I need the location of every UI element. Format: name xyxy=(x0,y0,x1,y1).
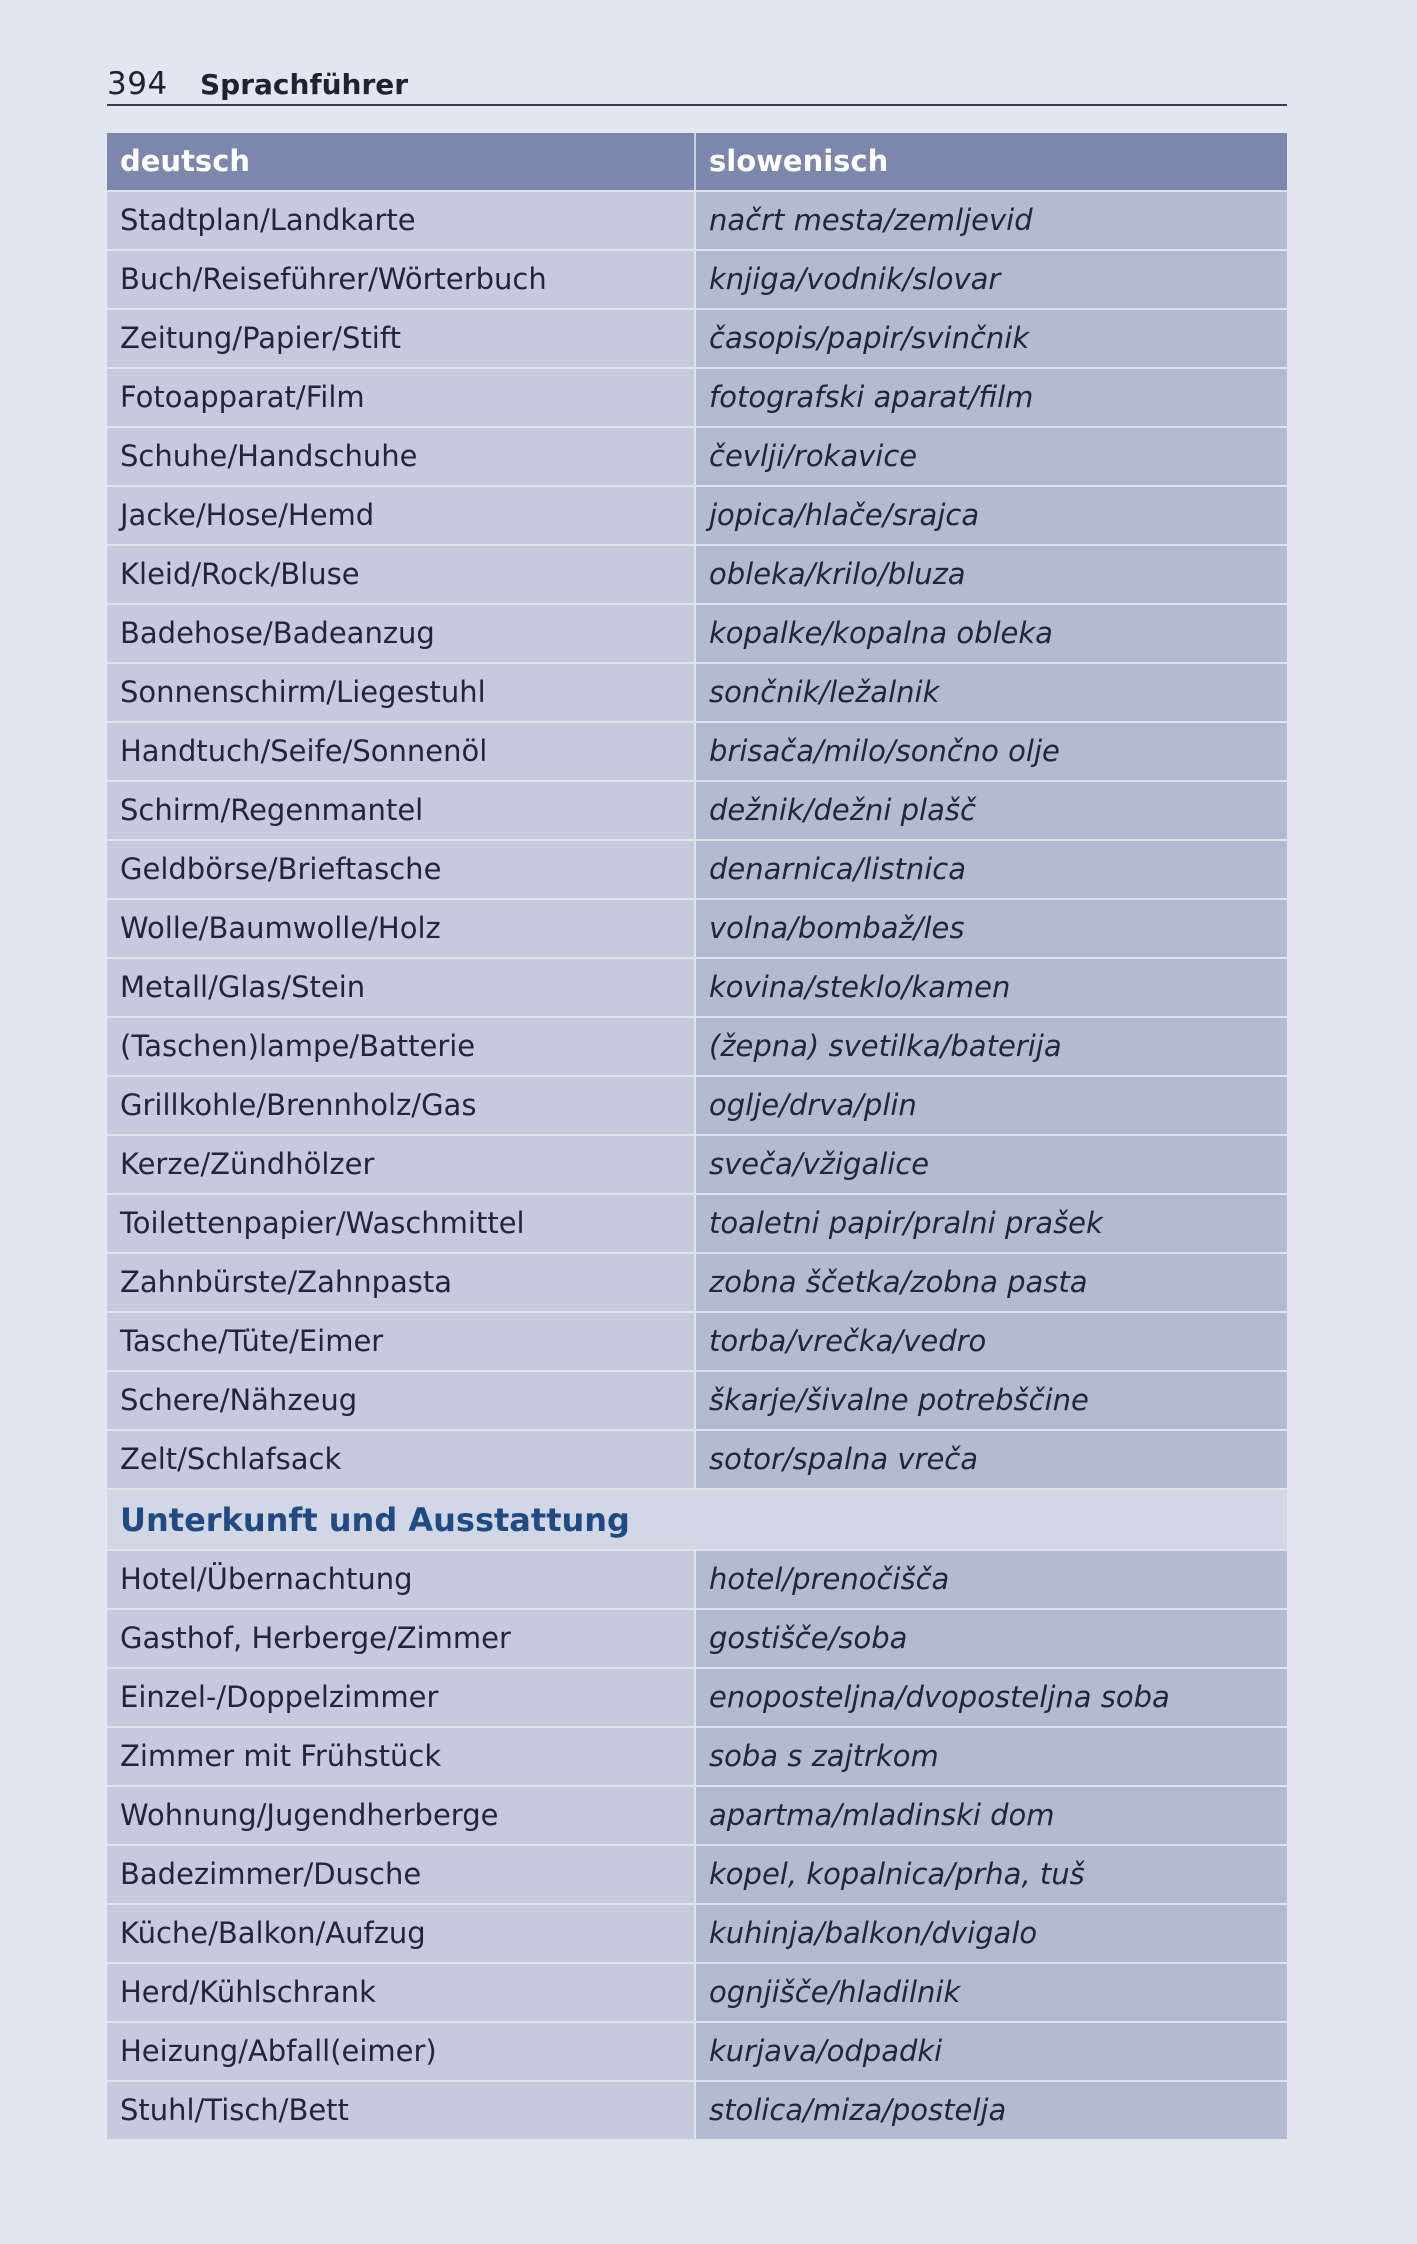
slovenian-term: škarje/šivalne potrebščine xyxy=(696,1372,1287,1429)
slovenian-term: jopica/hlače/srajca xyxy=(696,487,1287,544)
table-row xyxy=(107,310,1287,369)
table-row xyxy=(107,1964,1287,2023)
page-header xyxy=(107,62,1287,106)
german-term: Badehose/Badeanzug xyxy=(107,605,696,662)
table-row xyxy=(107,546,1287,605)
german-term: Gasthof, Herberge/Zimmer xyxy=(107,1610,696,1667)
german-term: Metall/Glas/Stein xyxy=(107,959,696,1016)
table-body-general xyxy=(107,192,1287,1490)
table-row xyxy=(107,1846,1287,1905)
german-term: Schuhe/Handschuhe xyxy=(107,428,696,485)
table-row xyxy=(107,1610,1287,1669)
slovenian-term: fotografski aparat/film xyxy=(696,369,1287,426)
table-row xyxy=(107,1254,1287,1313)
slovenian-term: kovina/steklo/kamen xyxy=(696,959,1287,1016)
table-row xyxy=(107,1551,1287,1610)
table-row xyxy=(107,1669,1287,1728)
slovenian-term: enoposteljna/dvoposteljna soba xyxy=(696,1669,1287,1726)
table-row xyxy=(107,1077,1287,1136)
table-row xyxy=(107,2023,1287,2082)
german-term: Sonnenschirm/Liegestuhl xyxy=(107,664,696,721)
table-row xyxy=(107,1136,1287,1195)
table-row xyxy=(107,192,1287,251)
german-term: Herd/Kühlschrank xyxy=(107,1964,696,2021)
slovenian-term: torba/vrečka/vedro xyxy=(696,1313,1287,1370)
table-row xyxy=(107,2082,1287,2141)
running-title: Sprachführer xyxy=(200,68,409,101)
slovenian-term: čevlji/rokavice xyxy=(696,428,1287,485)
german-term: Zimmer mit Frühstück xyxy=(107,1728,696,1785)
section-title: Unterkunft und Ausstattung xyxy=(120,1501,630,1539)
table-row xyxy=(107,1372,1287,1431)
german-term: Kerze/Zündhölzer xyxy=(107,1136,696,1193)
german-term: Buch/Reiseführer/Wörterbuch xyxy=(107,251,696,308)
german-term: Zahnbürste/Zahnpasta xyxy=(107,1254,696,1311)
table-row xyxy=(107,369,1287,428)
slovenian-term: stolica/miza/postelja xyxy=(696,2082,1287,2139)
german-term: Tasche/Tüte/Eimer xyxy=(107,1313,696,1370)
table-row xyxy=(107,841,1287,900)
table-header-row xyxy=(107,133,1287,192)
table-row xyxy=(107,1431,1287,1490)
table-row xyxy=(107,1195,1287,1254)
german-term: Hotel/Übernachtung xyxy=(107,1551,696,1608)
table-body-accommodation xyxy=(107,1551,1287,2141)
table-row xyxy=(107,1787,1287,1846)
table-row xyxy=(107,723,1287,782)
phrase-table xyxy=(107,133,1287,2141)
german-term: Fotoapparat/Film xyxy=(107,369,696,426)
table-row xyxy=(107,428,1287,487)
slovenian-term: sotor/spalna vreča xyxy=(696,1431,1287,1488)
slovenian-term: kopel, kopalnica/prha, tuš xyxy=(696,1846,1287,1903)
table-row xyxy=(107,1905,1287,1964)
german-term: Toilettenpapier/Waschmittel xyxy=(107,1195,696,1252)
slovenian-term: denarnica/listnica xyxy=(696,841,1287,898)
german-term: Kleid/Rock/Bluse xyxy=(107,546,696,603)
german-term: Heizung/Abfall(eimer) xyxy=(107,2023,696,2080)
german-term: Wolle/Baumwolle/Holz xyxy=(107,900,696,957)
slovenian-term: sveča/vžigalice xyxy=(696,1136,1287,1193)
table-row xyxy=(107,900,1287,959)
german-term: Küche/Balkon/Aufzug xyxy=(107,1905,696,1962)
slovenian-term: apartma/mladinski dom xyxy=(696,1787,1287,1844)
slovenian-term: ognjišče/hladilnik xyxy=(696,1964,1287,2021)
slovenian-term: brisača/milo/sončno olje xyxy=(696,723,1287,780)
table-row xyxy=(107,1728,1287,1787)
table-row xyxy=(107,251,1287,310)
slovenian-term: časopis/papir/svinčnik xyxy=(696,310,1287,367)
slovenian-term: hotel/prenočišča xyxy=(696,1551,1287,1608)
german-term: Zelt/Schlafsack xyxy=(107,1431,696,1488)
table-row xyxy=(107,959,1287,1018)
german-term: Grillkohle/Brennholz/Gas xyxy=(107,1077,696,1134)
slovenian-term: obleka/krilo/bluza xyxy=(696,546,1287,603)
slovenian-term: kopalke/kopalna obleka xyxy=(696,605,1287,662)
german-term: Stuhl/Tisch/Bett xyxy=(107,2082,696,2139)
page-number: 394 xyxy=(107,66,168,102)
table-row xyxy=(107,1313,1287,1372)
column-header-slowenisch: slowenisch xyxy=(696,133,1287,190)
section-heading-row xyxy=(107,1490,1287,1551)
german-term: Einzel-/Doppelzimmer xyxy=(107,1669,696,1726)
german-term: Jacke/Hose/Hemd xyxy=(107,487,696,544)
slovenian-term: sončnik/ležalnik xyxy=(696,664,1287,721)
german-term: Schirm/Regenmantel xyxy=(107,782,696,839)
german-term: Wohnung/Jugendherberge xyxy=(107,1787,696,1844)
table-row xyxy=(107,487,1287,546)
slovenian-term: soba s zajtrkom xyxy=(696,1728,1287,1785)
german-term: Badezimmer/Dusche xyxy=(107,1846,696,1903)
table-row xyxy=(107,664,1287,723)
slovenian-term: knjiga/vodnik/slovar xyxy=(696,251,1287,308)
slovenian-term: (žepna) svetilka/baterija xyxy=(696,1018,1287,1075)
slovenian-term: gostišče/soba xyxy=(696,1610,1287,1667)
table-row xyxy=(107,782,1287,841)
slovenian-term: volna/bombaž/les xyxy=(696,900,1287,957)
column-header-deutsch: deutsch xyxy=(107,133,696,190)
table-row xyxy=(107,605,1287,664)
german-term: Geldbörse/Brieftasche xyxy=(107,841,696,898)
slovenian-term: dežnik/dežni plašč xyxy=(696,782,1287,839)
german-term: (Taschen)lampe/Batterie xyxy=(107,1018,696,1075)
slovenian-term: oglje/drva/plin xyxy=(696,1077,1287,1134)
slovenian-term: načrt mesta/zemljevid xyxy=(696,192,1287,249)
german-term: Handtuch/Seife/Sonnenöl xyxy=(107,723,696,780)
german-term: Stadtplan/Landkarte xyxy=(107,192,696,249)
table-row xyxy=(107,1018,1287,1077)
slovenian-term: kurjava/odpadki xyxy=(696,2023,1287,2080)
slovenian-term: toaletni papir/pralni prašek xyxy=(696,1195,1287,1252)
german-term: Zeitung/Papier/Stift xyxy=(107,310,696,367)
german-term: Schere/Nähzeug xyxy=(107,1372,696,1429)
slovenian-term: zobna ščetka/zobna pasta xyxy=(696,1254,1287,1311)
slovenian-term: kuhinja/balkon/dvigalo xyxy=(696,1905,1287,1962)
